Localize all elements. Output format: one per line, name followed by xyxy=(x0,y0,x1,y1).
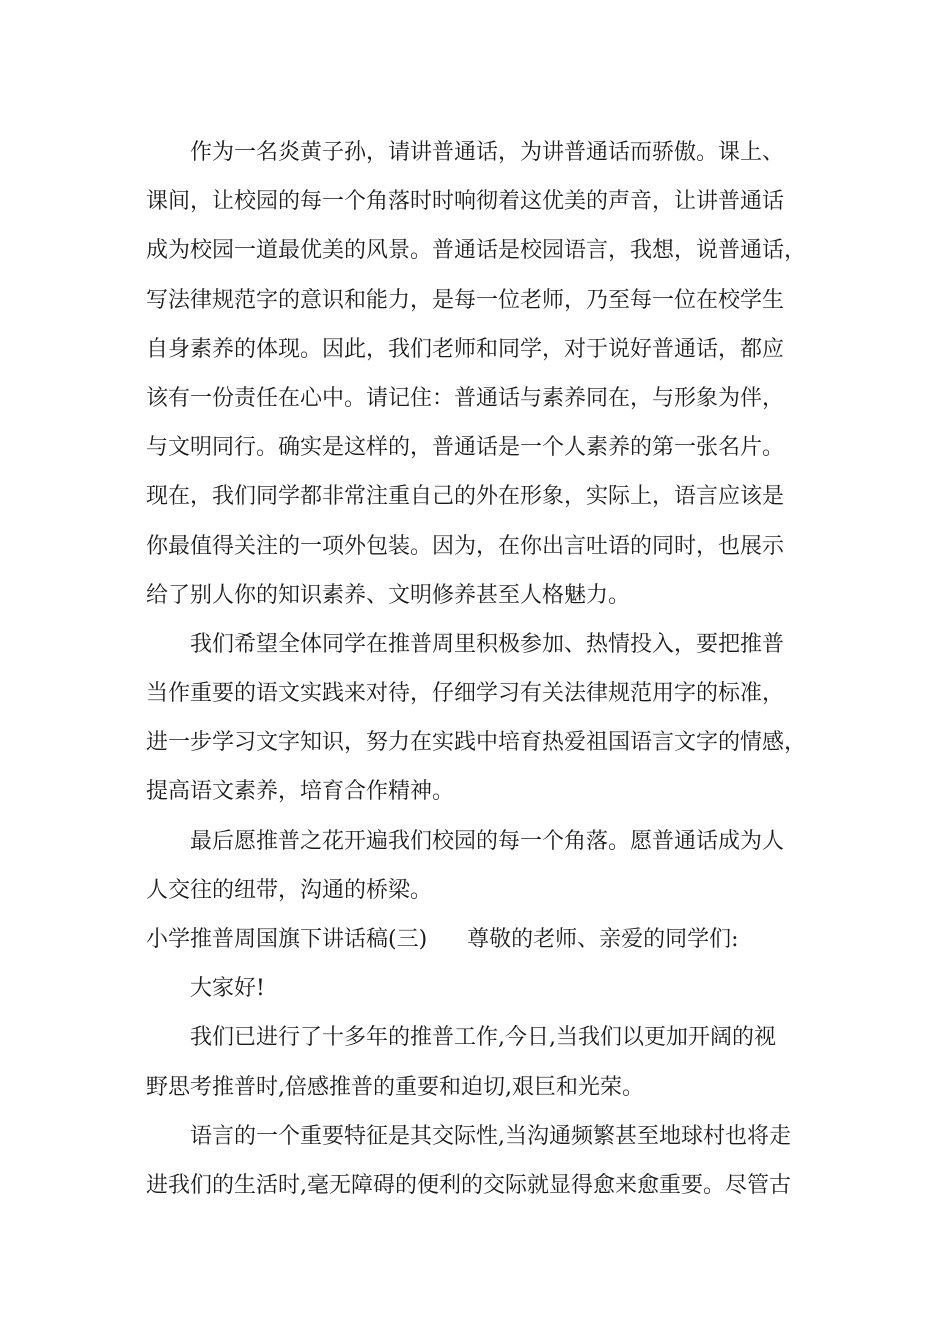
paragraph-line: 课间，让校园的每一个角落时时响彻着这优美的声音，让讲普通话 xyxy=(146,189,785,215)
paragraph-line: 成为校园一道最优美的风景。普通话是校园语言，我想，说普通话， xyxy=(146,238,807,264)
section-heading-line xyxy=(146,915,836,964)
paragraph-line: 人交往的纽带，沟通的桥梁。 xyxy=(146,877,433,903)
paragraph-line: 提高语文素养，培育合作精神。 xyxy=(146,779,455,805)
paragraph-line: 野思考推普时,倍感推普的重要和迫切,艰巨和光荣。 xyxy=(146,1074,644,1100)
paragraph-line: 该有一份责任在心中。请记住：普通话与素养同在，与形象为伴， xyxy=(146,385,785,411)
paragraph-line: 我们已进行了十多年的推普工作,今日,当我们以更加开阔的视 xyxy=(190,1025,776,1051)
paragraph-line: 你最值得关注的一项外包装。因为，在你出言吐语的同时，也展示 xyxy=(146,533,785,559)
paragraph-line: 写法律规范字的意识和能力，是每一位老师，乃至每一位在校学生 xyxy=(146,287,785,313)
paragraph-line: 语言的一个重要特征是其交际性,当沟通频繁甚至地球村也将走 xyxy=(190,1123,791,1149)
paragraph-line: 给了别人你的知识素养、文明修养甚至人格魅力。 xyxy=(146,582,631,608)
paragraph-line: 作为一名炎黄子孙，请讲普通话，为讲普通话而骄傲。课上、 xyxy=(190,140,785,165)
greeting: 大家好! xyxy=(190,976,265,1002)
salutation: 尊敬的老师、亲爱的同学们: xyxy=(467,927,739,952)
document-body xyxy=(146,128,836,1210)
paragraph-line: 最后愿推普之花开遍我们校园的每一个角落。愿普通话成为人 xyxy=(190,828,785,854)
section-title: 小学推普周国旗下讲话稿(三) xyxy=(146,927,428,952)
paragraph-line: 进我们的生活时,毫无障碍的便利的交际就显得愈来愈重要。尽管古 xyxy=(146,1172,791,1198)
paragraph-line: 当作重要的语文实践来对待，仔细学习有关法律规范用字的标准， xyxy=(146,681,785,707)
paragraph-line: 我们希望全体同学在推普周里积极参加、热情投入，要把推普 xyxy=(190,631,785,657)
paragraph-line: 现在，我们同学都非常注重自己的外在形象，实际上，语言应该是 xyxy=(146,484,785,510)
paragraph-line: 与文明同行。确实是这样的，普通话是一个人素养的第一张名片。 xyxy=(146,435,785,461)
paragraph-line: 自身素养的体现。因此，我们老师和同学，对于说好普通话，都应 xyxy=(146,336,785,362)
paragraph-line: 进一步学习文字知识，努力在实践中培育热爱祖国语言文字的情感， xyxy=(146,730,807,756)
